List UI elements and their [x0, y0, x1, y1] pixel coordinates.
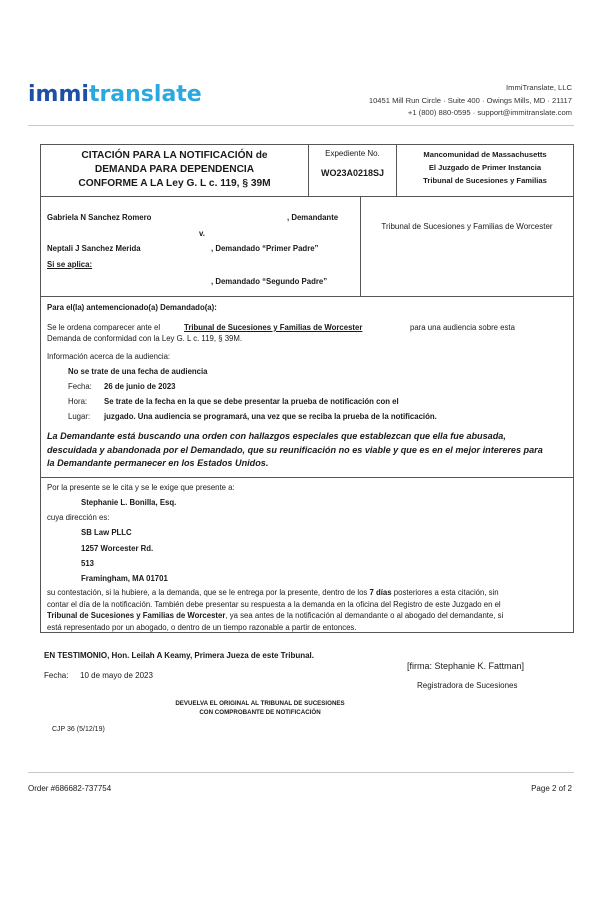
plaintiff-role: , Demandante	[287, 213, 339, 222]
answer-line3-post: , ya sea antes de la notificación al demandante o al abogado del demandante, si	[225, 611, 504, 620]
form-title	[41, 145, 309, 196]
address-line4: Framingham, MA 01701	[81, 574, 168, 583]
date-value: 26 de junio de 2023	[104, 382, 176, 391]
company-address: 10451 Mill Run Circle · Suite 400 · Owings Mills, MD · 21117	[368, 95, 572, 105]
court-line1: Mancomunidad de Massachusetts	[423, 150, 547, 159]
answer-line1-post: posteriores a esta citación, sin	[393, 588, 499, 597]
immitranslate-logo	[28, 82, 202, 107]
form-header-row	[41, 145, 573, 197]
defendant2-role: , Demandado “Segundo Padre”	[211, 277, 328, 286]
registrar-title: Registradora de Sucesiones	[417, 681, 518, 690]
court-line3: Tribunal de Sucesiones y Familias	[423, 176, 547, 185]
place-label: Lugar:	[68, 412, 91, 421]
notice-section	[41, 297, 573, 478]
order-court-name: Tribunal de Sucesiones y Familias de Worcester	[184, 323, 363, 332]
answer-line2: contar el día de la notificación. También debe presentar su respuesta a la demanda en la oficina del Registro de este Juzgado en el	[47, 599, 501, 609]
statement-line1: La Demandante está buscando una orden con hallazgos especiales que establezcan que ella fue abusada,	[47, 431, 506, 441]
docket-label: Expediente No.	[325, 149, 380, 158]
address-line3: 513	[81, 559, 95, 568]
answer-days: 7 días	[369, 588, 392, 597]
order-text-post: para una audiencia sobre esta	[410, 323, 515, 332]
addressee-label: Para el(la) antemencionado(a) Demandado(a):	[47, 303, 217, 312]
answer-line4: está representado por un abogado, o dentro de un tiempo razonable a partir de entonces.	[47, 622, 357, 632]
issue-date-value: 10 de mayo de 2023	[80, 671, 153, 680]
company-name: ImmiTranslate, LLC	[506, 83, 572, 92]
form-title-line1: CITACIÓN PARA LA NOTIFICACIÓN de	[81, 150, 268, 161]
form-code: CJP 36 (5/12/19)	[52, 726, 105, 733]
citation-section	[41, 478, 573, 633]
place-value: juzgado. Una audiencia se programará, una vez que se reciba la prueba de la notificación.	[104, 412, 437, 421]
order-number: Order #686682-737754	[28, 784, 112, 793]
plaintiff-name: Gabriela N Sanchez Romero	[47, 213, 152, 222]
answer-line1	[47, 587, 567, 599]
cited-intro: Por la presente se le cita y se le exige que presente a:	[47, 483, 235, 492]
address-label: cuya dirección es:	[47, 513, 110, 522]
address-line2: 1257 Worcester Rd.	[81, 544, 154, 553]
return-instructions	[0, 699, 520, 717]
address-line1: SB Law PLLC	[81, 528, 132, 537]
court-heading	[397, 145, 573, 196]
signature: [firma: Stephanie K. Fattman]	[407, 661, 525, 671]
order-text-pre: Se le ordena comparecer ante el	[47, 323, 161, 332]
answer-line1-pre: su contestación, si la hubiere, a la demanda, que se le entrega por la presente, dentro de los	[47, 588, 368, 597]
special-findings-statement	[47, 430, 567, 471]
order-text-line2: Demanda de conformidad con la Ley G. L c. 119, § 39M.	[47, 334, 243, 343]
hearing-info-label: Información acerca de la audiencia:	[47, 352, 171, 361]
if-applicable-label: Si se aplica:	[47, 260, 93, 269]
header-divider	[28, 125, 574, 126]
attorney-name: Stephanie L. Bonilla, Esq.	[81, 498, 177, 507]
time-value: Se trate de la fecha en la que se debe presentar la prueba de notificación con el	[104, 397, 399, 406]
logo-part-immi: immi	[28, 82, 89, 107]
statement-line2: descuidada y abandonada por el Demandado, que su reunificación no es viable y que es en el mejor intereres para	[47, 444, 543, 455]
statement-line3: la Demandante permanecer en los Estados Unidos.	[47, 458, 269, 468]
defendant1-role: , Demandado “Primer Padre”	[211, 244, 319, 253]
summons-form	[40, 144, 574, 633]
docket-cell	[309, 145, 397, 196]
page-number: Page 2 of 2	[531, 784, 572, 793]
issue-date-label: Fecha:	[44, 671, 69, 680]
time-label: Hora:	[68, 397, 88, 406]
defendant1-name: Neptali J Sanchez Merida	[47, 244, 141, 253]
tribunal-name: Tribunal de Sucesiones y Familias de Worcester	[381, 222, 553, 231]
company-info	[369, 82, 572, 120]
court-line2: El Juzgado de Primer Instancia	[428, 163, 542, 172]
no-hearing-date: No se trate de una fecha de audiencia	[68, 367, 208, 376]
footer-divider	[28, 772, 574, 773]
logo-part-translate: translate	[88, 82, 202, 107]
answer-court-name: Tribunal de Sucesiones y Familias de Worcester	[47, 611, 226, 620]
form-title-line3: CONFORME A LA Ley G. L c. 119, § 39M	[78, 178, 271, 189]
parties-row	[41, 197, 573, 297]
date-label: Fecha:	[68, 382, 92, 391]
answer-line3	[47, 610, 567, 622]
testimony-statement: EN TESTIMONIO, Hon. Leilah A Keamy, Primera Jueza de este Tribunal.	[44, 651, 314, 660]
form-title-line2: DEMANDA PARA DEPENDENCIA	[94, 164, 255, 175]
docket-number: WO23A0218SJ	[320, 168, 385, 178]
return-line1: DEVUELVA EL ORIGINAL AL TRIBUNAL DE SUCESIONES	[175, 700, 345, 707]
answer-paragraph	[47, 587, 567, 633]
return-line2: CON COMPROBANTE DE NOTIFICACIÓN	[199, 709, 321, 716]
company-contact: +1 (800) 880-0595 · support@immitranslate.com	[407, 108, 572, 117]
parties-cell	[41, 197, 361, 296]
versus-label: v.	[199, 229, 205, 238]
